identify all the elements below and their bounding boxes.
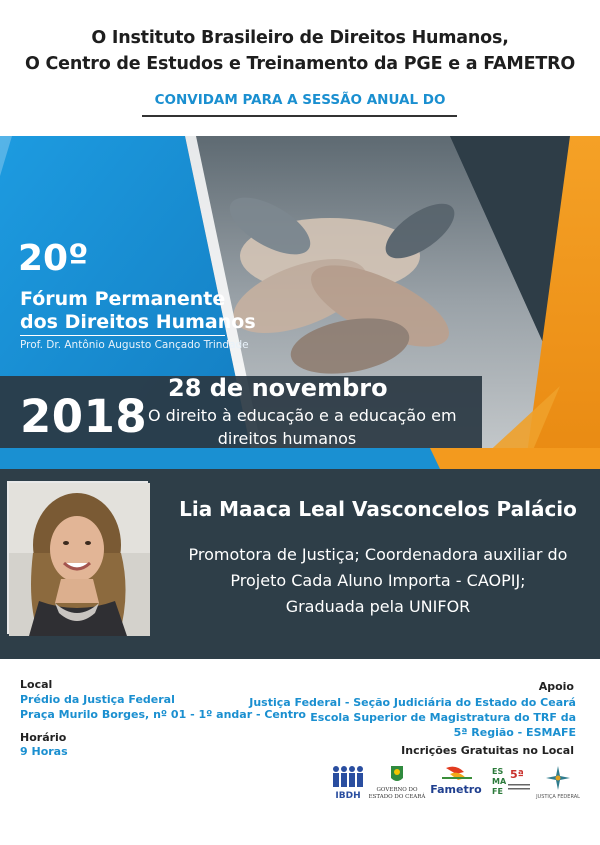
inscricoes-note: Incrições Gratuitas no Local — [401, 744, 574, 757]
fametro-logo — [428, 764, 484, 802]
ibdh-logo-text: IBDH — [335, 791, 361, 801]
justica-federal-logo — [536, 764, 580, 802]
invitation-header — [0, 0, 600, 136]
local-building: Prédio da Justiça Federal — [20, 693, 175, 706]
invite-heading: CONVIDAM PARA A SESSÃO ANUAL DO — [154, 92, 446, 108]
theme-line-1: O direito à educação e a educação em — [148, 406, 457, 425]
governo-logo-text-1: GOVERNO DO — [376, 787, 418, 793]
theme-line-2: direitos humanos — [217, 429, 357, 448]
governo-logo-text-2: ESTADO DO CEARÁ — [368, 794, 426, 800]
honoree-name: Prof. Dr. Antônio Augusto Cançado Trindade — [20, 339, 249, 351]
speaker-photo — [7, 481, 148, 634]
header-line-1: O Instituto Brasileiro de Direitos Humanos, — [91, 28, 509, 48]
edition-number: 20º — [18, 238, 89, 279]
speaker-description-line-1: Promotora de Justiça; Coordenadora auxiliar do — [188, 545, 568, 564]
header-line-2: O Centro de Estudos e Treinamento da PGE e a FAMETRO — [24, 54, 576, 74]
justica-logo-text: JUSTIÇA FEDERAL — [536, 794, 580, 800]
event-year: 2018 — [20, 390, 148, 443]
forum-title-line-1: Fórum Permanente — [20, 288, 226, 310]
fametro-logo-text: Fametro — [430, 783, 482, 796]
ibdh-logo — [330, 764, 366, 802]
event-date: 28 de novembro — [168, 374, 388, 402]
svg-text:ES: ES — [492, 767, 504, 776]
svg-text:MA: MA — [492, 777, 507, 786]
apoio-label: Apoio — [538, 680, 574, 693]
esmafe-logo — [490, 764, 534, 802]
forum-title-divider — [20, 335, 225, 336]
speaker-description-line-2: Projeto Cada Aluno Importa - CAOPIJ; — [230, 571, 526, 590]
forum-title-line-2: dos Direitos Humanos — [20, 311, 256, 333]
apoio-line-3: 5ª Região - ESMAFE — [453, 726, 576, 739]
svg-text:FE: FE — [492, 787, 503, 796]
governo-ceara-logo — [368, 764, 426, 802]
local-address: Praça Murilo Borges, nº 01 - 1º andar - Centro — [20, 708, 306, 721]
horario-label: Horário — [20, 731, 67, 744]
horario-value: 9 Horas — [20, 745, 68, 758]
svg-text:5ª: 5ª — [510, 768, 524, 781]
speaker-name: Lia Maaca Leal Vasconcelos Palácio — [179, 497, 577, 521]
apoio-line-1: Justiça Federal - Seção Judiciária do Estado do Ceará — [249, 696, 576, 709]
local-label: Local — [20, 678, 53, 691]
apoio-line-2: Escola Superior de Magistratura do TRF da — [310, 711, 576, 724]
header-divider — [142, 115, 457, 117]
speaker-description-line-3: Graduada pela UNIFOR — [285, 597, 471, 616]
